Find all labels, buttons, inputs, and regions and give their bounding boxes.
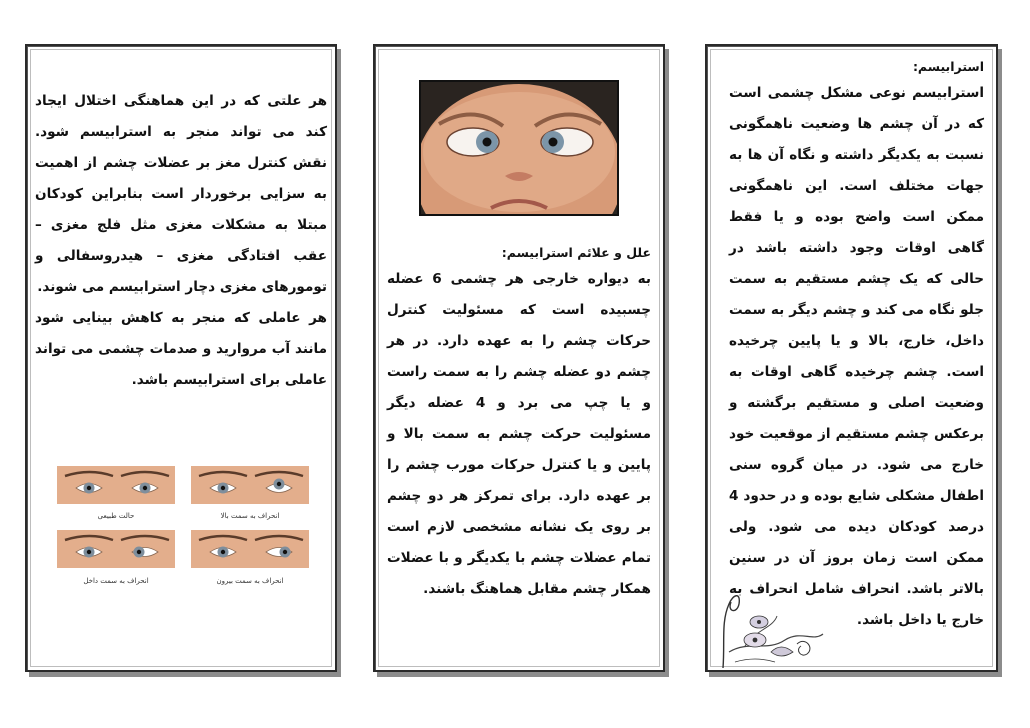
panel-left <box>25 44 337 672</box>
right-heading: استرابیسم: <box>912 59 984 74</box>
floral-ornament-icon <box>715 582 827 670</box>
label-outward: انحراف به سمت بیرون <box>216 577 284 585</box>
label-normal: حالت طبیعی <box>97 512 135 520</box>
left-paragraph-1: هر علتی که در این هماهنگی اختلال ایجاد کند می تواند منجر به استرابیسم شود. نقش کنترل مغز بر عضلات چشم از اهمیت به سزایی برخوردار است بنابراین کودکان مبتلا به مشکلات مغزی مثل فلج مغزی – عقب افتادگی مغزی – هیدروسفالی و تومورهای مغزی دچار استرابیسم می شوند. <box>35 93 327 295</box>
right-body: استرابیسم نوعی مشکل چشمی است که در آن چشم ها وضعیت ناهمگونی نسبت به یکدیگر داشته و نگاه آن ها به جهات مختلف است. این ناهمگونی ممکن است واضح بوده و یا فقط گاهی اوقات وجود داشته باشد در حالی که یک چشم مستقیم به سمت جلو نگاه می کند و چشم دیگر به سمت داخل، خارج، بالا و یا پایین چرخیده است. چشم چرخیده گاهی اوقات به وضعیت اصلی و مستقیم برگشته و برعکس چشم مستقیم از موقعیت خود خارج می شود. در میان گروه سنی اطفال مشکلی شایع بوده و در حدود 4 درصد کودکان دیده می شود. ولی ممکن است زمان بروز آن در سنین بالاتر باشد. انحراف شامل انحراف به خارج یا داخل باشد. <box>729 85 984 628</box>
eye-deviation-chart <box>55 462 311 592</box>
eye-panel-up <box>191 466 309 520</box>
child-strabismus-photo <box>419 80 619 216</box>
label-up: انحراف به سمت بالا <box>220 512 280 520</box>
middle-body: به دیواره خارجی هر چشمی 6 عضله چسبیده است که مسئولیت کنترل حرکات چشم را به عهده دارد. در هر چشم دو عضله چشم را به سمت راست و یا چپ می برد و 4 عضله دیگر مسئولیت حرکت چشم به سمت بالا و پایین و یا کنترل حرکات مورب چشم را بر عهده دارد. برای تمرکز هر دو چشم بر روی یک نشانه مشخصی لازم است تمام عضلات چشم با یکدیگر و با عضلات همکار چشم مقابل هماهنگ باشند. <box>387 271 651 597</box>
middle-text-block <box>387 242 651 605</box>
left-text-block <box>35 86 327 396</box>
panel-middle <box>373 44 665 672</box>
child-face-image <box>421 82 617 214</box>
label-inward: انحراف به سمت داخل <box>83 577 149 585</box>
right-text-block <box>729 56 984 636</box>
eye-panel-normal <box>57 466 175 520</box>
left-paragraph-2: هر عاملی که منجر به کاهش بینایی شود مانند آب مروارید و صدمات چشمی می تواند عاملی برای استرابیسم باشد. <box>35 310 327 388</box>
eye-panel-inward <box>57 530 175 585</box>
middle-heading: علل و علائم استرابیسم: <box>501 245 651 260</box>
panel-right <box>705 44 998 672</box>
eye-panel-outward <box>191 530 309 585</box>
